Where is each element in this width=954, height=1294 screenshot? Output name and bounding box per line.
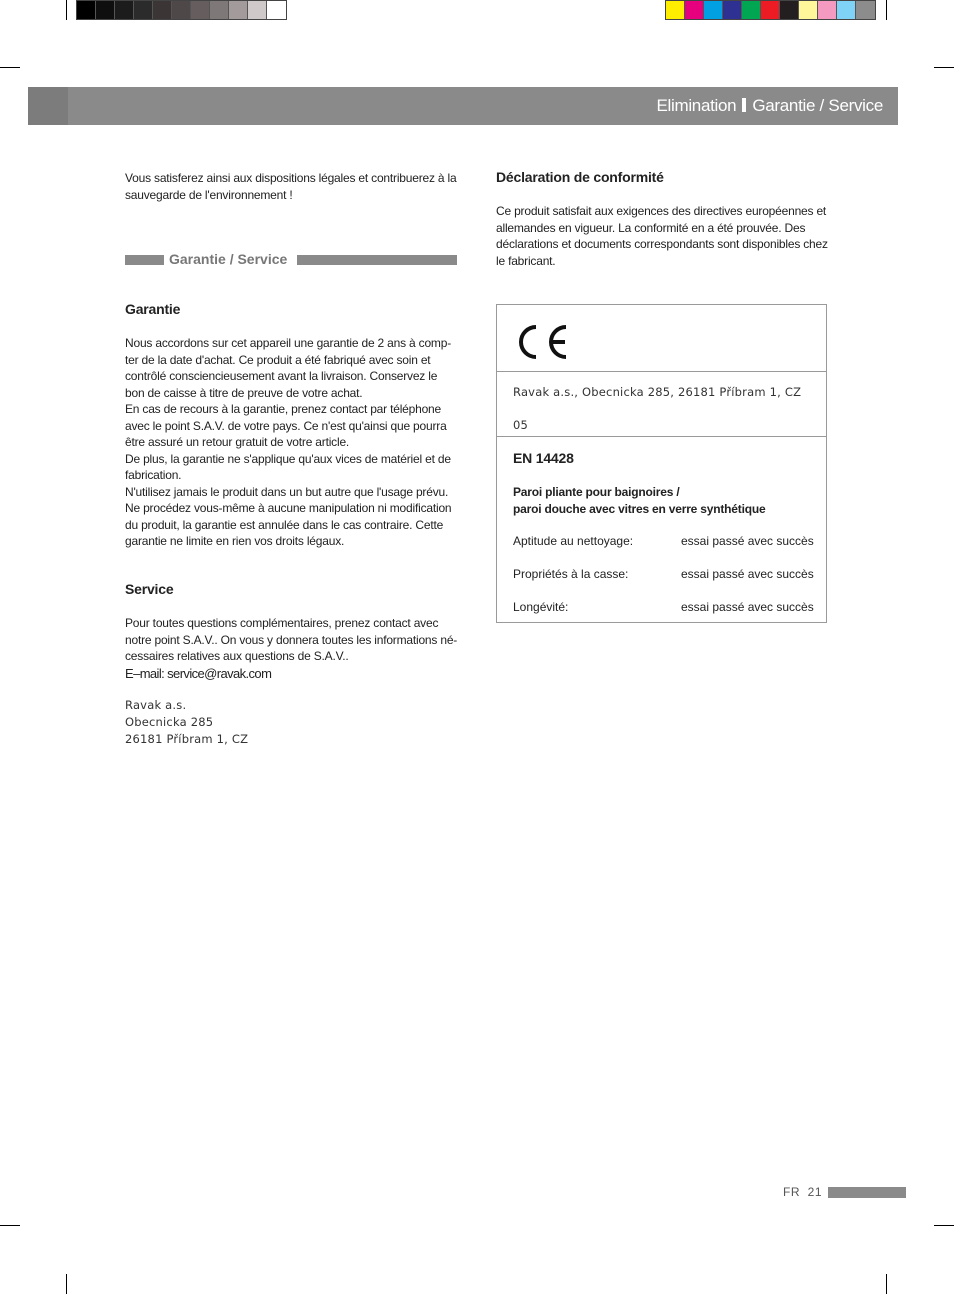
cert-row-value: essai passé avec succès bbox=[681, 534, 814, 548]
color-swatch bbox=[666, 1, 685, 19]
intro-text: Vous satisferez ainsi aux dispositions légales et contribuerez à la sauvegarde de l'environnement ! bbox=[125, 171, 457, 202]
crop-mark bbox=[0, 1225, 20, 1226]
section-rule-right bbox=[297, 255, 457, 265]
divider bbox=[497, 371, 826, 372]
cert-row-label: Propriétés à la casse: bbox=[513, 567, 629, 581]
gray-swatch bbox=[153, 1, 172, 19]
crop-mark bbox=[934, 1225, 954, 1226]
footer-lang: FR bbox=[783, 1185, 800, 1199]
color-calibration-bar bbox=[665, 0, 876, 20]
crop-mark bbox=[886, 0, 887, 20]
crop-mark bbox=[886, 1274, 887, 1294]
color-swatch bbox=[704, 1, 723, 19]
garantie-body bbox=[125, 335, 458, 550]
service-email: E–mail: service@ravak.com bbox=[125, 666, 272, 681]
color-swatch bbox=[761, 1, 780, 19]
color-swatch bbox=[799, 1, 818, 19]
cert-row-label: Aptitude au nettoyage: bbox=[513, 534, 634, 548]
crop-mark bbox=[66, 0, 67, 20]
grayscale-calibration-bar bbox=[76, 0, 287, 20]
color-swatch bbox=[723, 1, 742, 19]
gray-swatch bbox=[96, 1, 115, 19]
color-swatch bbox=[742, 1, 761, 19]
cert-row-value: essai passé avec succès bbox=[681, 600, 814, 614]
service-text: Pour toutes questions complémentaires, prenez contact avec notre point S.A.V.. On vous y donnera toutes les informations né-cessaires relatives aux questions de S.A.V.. bbox=[125, 616, 458, 663]
header-title-part2: Garantie / Service bbox=[752, 96, 883, 115]
crop-mark bbox=[66, 1274, 67, 1294]
cert-product-line: Paroi pliante pour baignoires / bbox=[513, 485, 680, 499]
header-separator bbox=[742, 98, 746, 112]
crop-mark bbox=[934, 67, 954, 68]
color-swatch bbox=[685, 1, 704, 19]
ce-certificate-box bbox=[496, 304, 827, 623]
gray-swatch bbox=[172, 1, 191, 19]
cert-company: Ravak a.s., Obecnicka 285, 26181 Příbram 1, CZ bbox=[513, 385, 802, 399]
page-footer bbox=[783, 1185, 822, 1199]
cert-standard: EN 14428 bbox=[513, 450, 574, 466]
garantie-paragraph: De plus, la garantie ne s'applique qu'aux vices de matériel et de fabrication. bbox=[125, 451, 451, 482]
garantie-paragraph: Nous accordons sur cet appareil une garantie de 2 ans à comp-ter de la date d'achat. Ce produit a été fabriqué avec soin et contrôlé consciencieusement avant la livraison. Conservez le bon de caisse à titre de preuve de votre achat. bbox=[125, 336, 451, 400]
gray-swatch bbox=[77, 1, 96, 19]
color-swatch bbox=[780, 1, 799, 19]
ce-mark-icon bbox=[514, 322, 572, 362]
color-swatch bbox=[818, 1, 837, 19]
page-number: 21 bbox=[807, 1185, 823, 1199]
color-swatch bbox=[856, 1, 875, 19]
cert-year: 05 bbox=[513, 418, 529, 432]
declaration-heading: Déclaration de conformité bbox=[496, 169, 664, 185]
color-swatch bbox=[837, 1, 856, 19]
crop-mark bbox=[0, 67, 20, 68]
gray-swatch bbox=[115, 1, 134, 19]
gray-swatch bbox=[191, 1, 210, 19]
divider bbox=[497, 436, 826, 437]
gray-swatch bbox=[210, 1, 229, 19]
gray-swatch bbox=[229, 1, 248, 19]
footer-bar bbox=[828, 1187, 906, 1198]
gray-swatch bbox=[248, 1, 267, 19]
service-heading: Service bbox=[125, 581, 174, 597]
gray-swatch bbox=[134, 1, 153, 19]
address-line: 26181 Příbram 1, CZ bbox=[125, 732, 249, 746]
header-title-part1: Elimination bbox=[656, 96, 737, 115]
address-line: Ravak a.s. bbox=[125, 698, 187, 712]
address-block bbox=[125, 697, 248, 748]
cert-row-label: Longévité: bbox=[513, 600, 569, 614]
section-label: Garantie / Service bbox=[169, 251, 288, 267]
header-tab bbox=[28, 87, 68, 125]
garantie-paragraph: En cas de recours à la garantie, prenez contact par téléphone avec le point S.A.V. de votre pays. Ce n'est qu'ainsi que pourra être assuré un retour gratuit de votre article. bbox=[125, 402, 447, 449]
garantie-paragraph: N'utilisez jamais le produit dans un but autre que l'usage prévu. Ne procédez vous-même à aucune manipulation ni modification du produit, la garantie est annulée dans le cas contraire. Cette garantie ne limite en rien vos droits légaux. bbox=[125, 484, 452, 548]
gray-swatch bbox=[267, 1, 286, 19]
cert-product-line: paroi douche avec vitres en verre synthétique bbox=[513, 502, 766, 516]
header-title bbox=[656, 96, 883, 116]
declaration-text: Ce produit satisfait aux exigences des directives européennes et allemandes en vigueur. La conformité en a été prouvée. Des déclarations et documents correspondants sont disponibles chez le fabricant. bbox=[496, 204, 828, 268]
cert-product bbox=[513, 484, 765, 518]
cert-row-value: essai passé avec succès bbox=[681, 567, 814, 581]
section-rule-left bbox=[125, 255, 164, 265]
garantie-heading: Garantie bbox=[125, 301, 181, 317]
ce-mark bbox=[514, 322, 572, 362]
address-line: Obecnicka 285 bbox=[125, 715, 214, 729]
